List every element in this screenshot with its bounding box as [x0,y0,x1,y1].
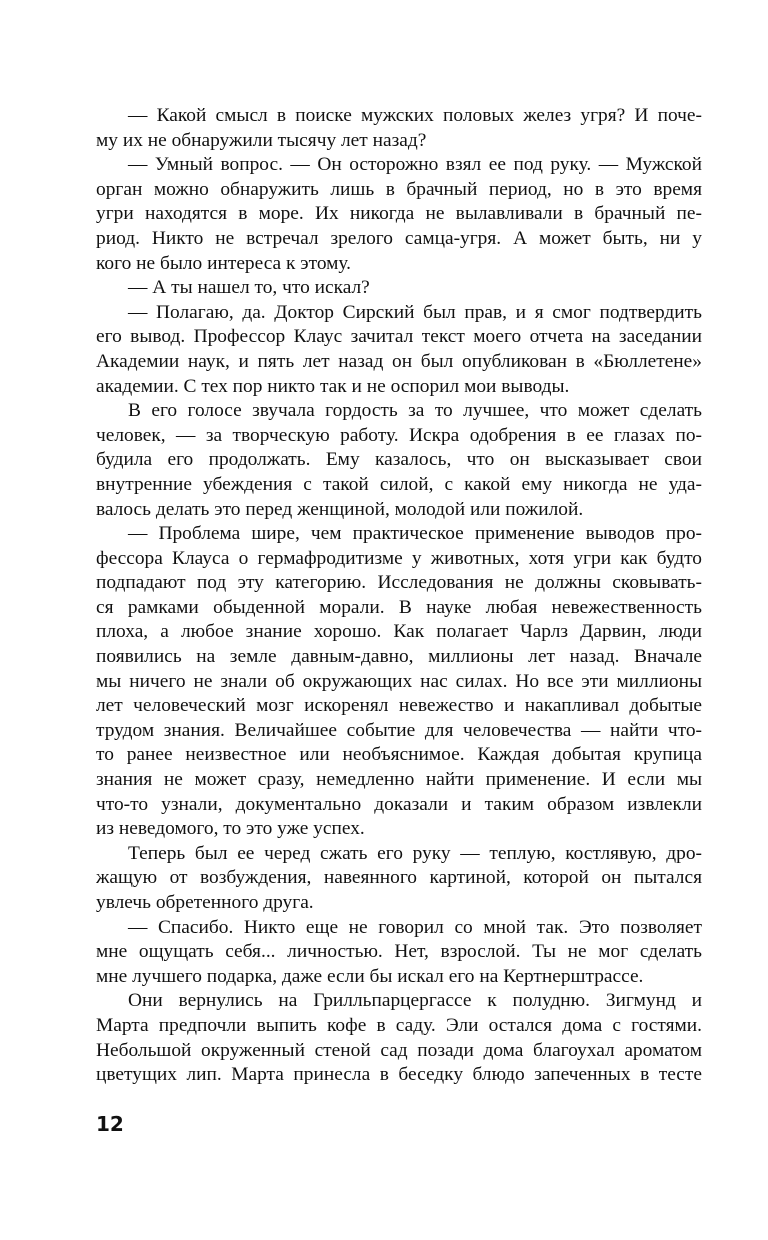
text-line: ся рамками обыденной морали. В науке любая невежественность [96,596,702,618]
paragraph [96,916,702,990]
text-line: его вывод. Профессор Клаус зачитал текст моего отчета на заседании [96,326,702,348]
text-line: Академии наук, и пять лет назад он был опубликован в «Бюллетене» [96,350,702,372]
text-line: плоха, а любое знание хорошо. Как полагает Чарлз Дарвин, люди [96,621,702,643]
paragraph [96,522,702,842]
text-line: валось делать это перед женщиной, молодой или пожилой. [96,498,584,520]
text-line: появились на земле давным-давно, миллионы лет назад. Вначале [96,646,702,668]
paragraph [96,399,702,522]
body-text [96,104,702,1088]
text-line: В его голосе звучала гордость за то лучшее, что может сделать [128,400,702,422]
text-line: риод. Никто не встречал зрелого самца-угря. А может быть, ни у [96,227,702,249]
text-line: кого не было интереса к этому. [96,252,352,274]
paragraph [96,989,702,1087]
paragraph [96,842,702,916]
paragraph [96,104,702,153]
text-line: Теперь был ее черед сжать его руку — теплую, костлявую, дро- [128,842,702,864]
text-line: — Полагаю, да. Доктор Сирский был прав, и я смог подтвердить [128,301,702,323]
text-line: внутренние убеждения с такой силой, с какой ему никогда не уда- [96,473,702,495]
page-number: 12 [96,1112,124,1136]
text-line: мне ощущать себя... личностью. Нет, взрослой. Ты не мог сделать [96,941,702,963]
text-line: мне лучшего подарка, даже если бы искал его на Кертнерштрассе. [96,965,644,987]
text-line: Небольшой окруженный стеной сад позади дома благоухал ароматом [96,1039,702,1061]
text-line: — Какой смысл в поиске мужских половых желез угря? И поче- [128,105,702,126]
text-line: Они вернулись на Грилльпарцергассе к полудню. Зигмунд и [128,990,702,1012]
text-line: цветущих лип. Марта принесла в беседку блюдо запеченных в тесте [96,1064,702,1086]
text-line: лет человеческий мозг искоренял невежество и накапливал добытые [96,695,702,717]
text-line: — Спасибо. Никто еще не говорил со мной так. Это позволяет [128,916,702,938]
text-line: академии. С тех пор никто так и не оспорил мои выводы. [96,375,570,397]
text-line: увлечь обретенного друга. [96,892,314,913]
text-line: то ранее неизвестное или необъяснимое. Каждая добытая крупица [96,744,702,766]
text-line: — Умный вопрос. — Он осторожно взял ее под руку. — Мужской [128,154,702,176]
text-line: что-то узнали, документально доказали и таким образом извлекли [96,793,702,815]
text-line: фессора Клауса о гермафродитизме у животных, хотя угри как будто [96,547,702,569]
text-line: угри находятся в море. Их никогда не вылавливали в брачный пе- [96,203,702,225]
text-line: му их не обнаружили тысячу лет назад? [96,129,427,151]
text-line: орган можно обнаружить лишь в брачный период, но в это время [96,178,702,200]
text-line: из неведомого, то это уже успех. [96,818,365,840]
text-line: Марта предпочли выпить кофе в саду. Эли остался дома с гостями. [96,1014,702,1036]
text-line: мы ничего не знали об окружающих нас силах. Но все эти миллионы [96,670,702,692]
text-line: трудом знания. Величайшее событие для человечества — найти что- [96,719,702,741]
text-line: человек, — за творческую работу. Искра одобрения в ее глазах по- [96,424,702,446]
paragraph [96,276,702,301]
text-line: жащую от возбуждения, навеянного картиной, которой он пытался [96,867,702,889]
text-line: подпадают под эту категорию. Исследования не должны сковывать- [96,572,702,594]
text-line: будила его продолжать. Ему казалось, что он высказывает свои [96,449,702,471]
paragraph [96,301,702,399]
text-line: — Проблема шире, чем практическое применение выводов про- [128,523,702,545]
paragraph [96,153,702,276]
text-line: знания не может сразу, немедленно найти применение. И если мы [96,769,702,791]
text-line: — А ты нашел то, что искал? [128,277,370,299]
